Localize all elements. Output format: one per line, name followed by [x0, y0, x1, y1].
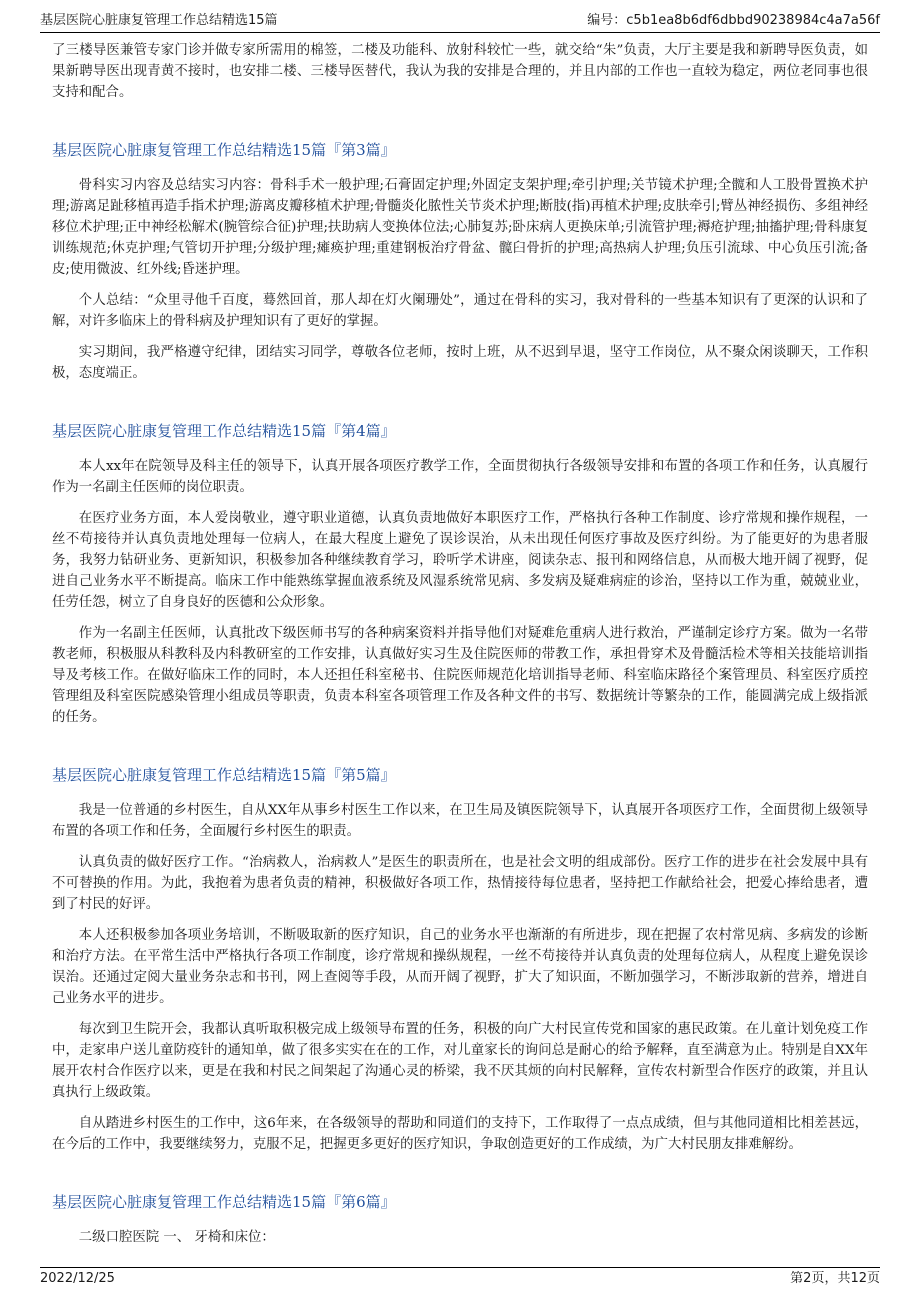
header-title: 基层医院心脏康复管理工作总结精选15篇 [40, 13, 278, 28]
intro-paragraph: 了三楼导医兼管专家门诊并做专家所需用的棉签，二楼及功能科、放射科较忙一些，就交给“朱”负责，大厅主要是我和新聘导医负责，如果新聘导医出现青黄不接时，也安排二楼、三楼导医替代，我认为我的安排是合理的，并且内部的工作也一直较为稳定，两位老同事也很支持和配合。 [52, 43, 868, 100]
section-title: 基层医院心脏康复管理工作总结精选15篇『第3篇』 [52, 141, 396, 159]
paragraph: 本人还积极参加各项业务培训，不断吸取新的医疗知识，自己的业务水平也渐渐的有所进步，现在把握了农村常见病、多病发的诊断和治疗方法。在平常生活中严格执行各项工作制度，诊疗常规和操纵规程，一丝不苟接待并认真负责的处理每位病人，从程度上避免误诊误治。还通过定阅大量业务杂志和书刊，网上查阅等手段，从而开阔了视野，扩大了知识面，不断加强学习，不断涉取新的营养，增进自己业务水平的进步。 [52, 928, 868, 1006]
page-footer [40, 1267, 880, 1290]
section-4 [52, 420, 868, 728]
paragraph: 骨科实习内容及总结实习内容：骨科手术一般护理;石膏固定护理;外固定支架护理;牵引护理;关节镜术护理;全髋和人工股骨置换术护理;游离足趾移植再造手指术护理;游离皮瓣移植术护理;骨髓炎化脓性关节炎术护理;断肢(指)再植术护理;皮肤牵引;臂丛神经损伤、多组神经移位术护理;正中神经松解术(腕管综合征)护理;扶助病人变换体位法;心肺复苏;卧床病人更换床单;引流管护理;褥疮护理;抽搐护理;骨科康复训练规范;休克护理;气管切开护理;分级护理;瘫痪护理;重建钢板治疗骨盆、髋臼骨折的护理;高热病人护理;负压引流球、中心负压引流;备皮;使用微波、红外线;昏迷护理。 [52, 178, 868, 277]
paragraph: 自从踏进乡村医生的工作中，这6年来，在各级领导的帮助和同道们的支持下，工作取得了一点点成绩，但与其他同道相比相差甚远，在今后的工作中，我要继续努力，克服不足，把握更多更好的医疗知识，争取创造更好的工作成绩，为广大村民朋友排难解纷。 [52, 1116, 868, 1152]
document-body [52, 40, 868, 1258]
page-header [40, 10, 880, 33]
section-title: 基层医院心脏康复管理工作总结精选15篇『第4篇』 [52, 422, 396, 440]
section-5 [52, 764, 868, 1155]
paragraph: 作为一名副主任医师，认真批改下级医师书写的各种病案资料并指导他们对疑难危重病人进行救治，严谨制定诊疗方案。做为一名带教老师，积极服从科教科及内科教研室的工作安排，认真做好实习生及住院医师的带教工作，承担骨穿术及骨髓活检术等相关技能培训指导及考核工作。在做好临床工作的同时，本人还担任科室秘书、住院医师规范化培训指导老师、科室临床路径个案管理员、科室医疗质控管理组及科室医院感染管理小组成员等职责，负责本科室各项管理工作及各种文件的书写、数据统计等繁杂的工作，能圆满完成上级指派的任务。 [52, 626, 868, 725]
section-title: 基层医院心脏康复管理工作总结精选15篇『第5篇』 [52, 766, 396, 784]
section-3 [52, 139, 868, 384]
paragraph: 认真负责的做好医疗工作。“治病救人，治病救人”是医生的职责所在，也是社会文明的组成部份。医疗工作的进步在社会发展中具有不可替换的作用。为此，我抱着为患者负责的精神，积极做好各项工作，热情接待每位患者，坚持把工作献给社会，把爱心捧给患者，遭到了村民的好评。 [52, 855, 868, 912]
paragraph: 实习期间，我严格遵守纪律，团结实习同学，尊敬各位老师，按时上班，从不迟到早退，坚守工作岗位，从不聚众闲谈聊天，工作积极，态度端正。 [52, 345, 868, 381]
header-doc-id: 编号：c5b1ea8b6df6dbbd90238984c4a7a56f [587, 13, 880, 28]
paragraph: 个人总结：“众里寻他千百度，蓦然回首，那人却在灯火阑珊处”，通过在骨科的实习，我对骨科的一些基本知识有了更深的认识和了解，对许多临床上的骨科病及护理知识有了更好的掌握。 [52, 293, 868, 329]
footer-date: 2022/12/25 [40, 1271, 115, 1286]
footer-page-info: 第2页，共12页 [790, 1271, 880, 1286]
paragraph: 本人xx年在院领导及科主任的领导下，认真开展各项医疗教学工作，全面贯彻执行各级领导安排和布置的各项工作和任务，认真履行作为一名副主任医师的岗位职责。 [52, 459, 868, 495]
paragraph: 二级口腔医院 一、 牙椅和床位： [78, 1230, 275, 1245]
paragraph: 我是一位普通的乡村医生，自从XX年从事乡村医生工作以来，在卫生局及镇医院领导下，认真展开各项医疗工作，全面贯彻上级领导布置的各项工作和任务，全面履行乡村医生的职责。 [52, 803, 868, 839]
section-6 [52, 1191, 868, 1248]
paragraph: 在医疗业务方面，本人爱岗敬业，遵守职业道德，认真负责地做好本职医疗工作，严格执行各种工作制度、诊疗常规和操作规程，一丝不苟接待并认真负责地处理每一位病人，在最大程度上避免了误诊误治，从未出现任何医疗事故及医疗纠纷。为了能更好的为患者服务，我努力钻研业务、更新知识，积极参加各种继续教育学习，聆听学术讲座，阅读杂志、报刊和网络信息，从而极大地开阔了视野，促进自己业务水平不断提高。临床工作中能熟练掌握血液系统及风湿系统常见病、多发病及疑难病症的诊治，坚持以工作为重，兢兢业业，任劳任怨，树立了自身良好的医德和公众形象。 [52, 511, 868, 610]
paragraph: 每次到卫生院开会，我都认真听取积极完成上级领导布置的任务，积极的向广大村民宣传党和国家的惠民政策。在儿童计划免疫工作中，走家串户送儿童防疫针的通知单，做了很多实实在在的工作，对儿童家长的询问总是耐心的给予解释，直至满意为止。特别是自XX年展开农村合作医疗以来，更是在我和村民之间架起了沟通心灵的桥梁，我不厌其烦的向村民解释，宣传农村新型合作医疗的政策，并且认真执行上级政策。 [52, 1022, 868, 1100]
section-title: 基层医院心脏康复管理工作总结精选15篇『第6篇』 [52, 1193, 396, 1211]
